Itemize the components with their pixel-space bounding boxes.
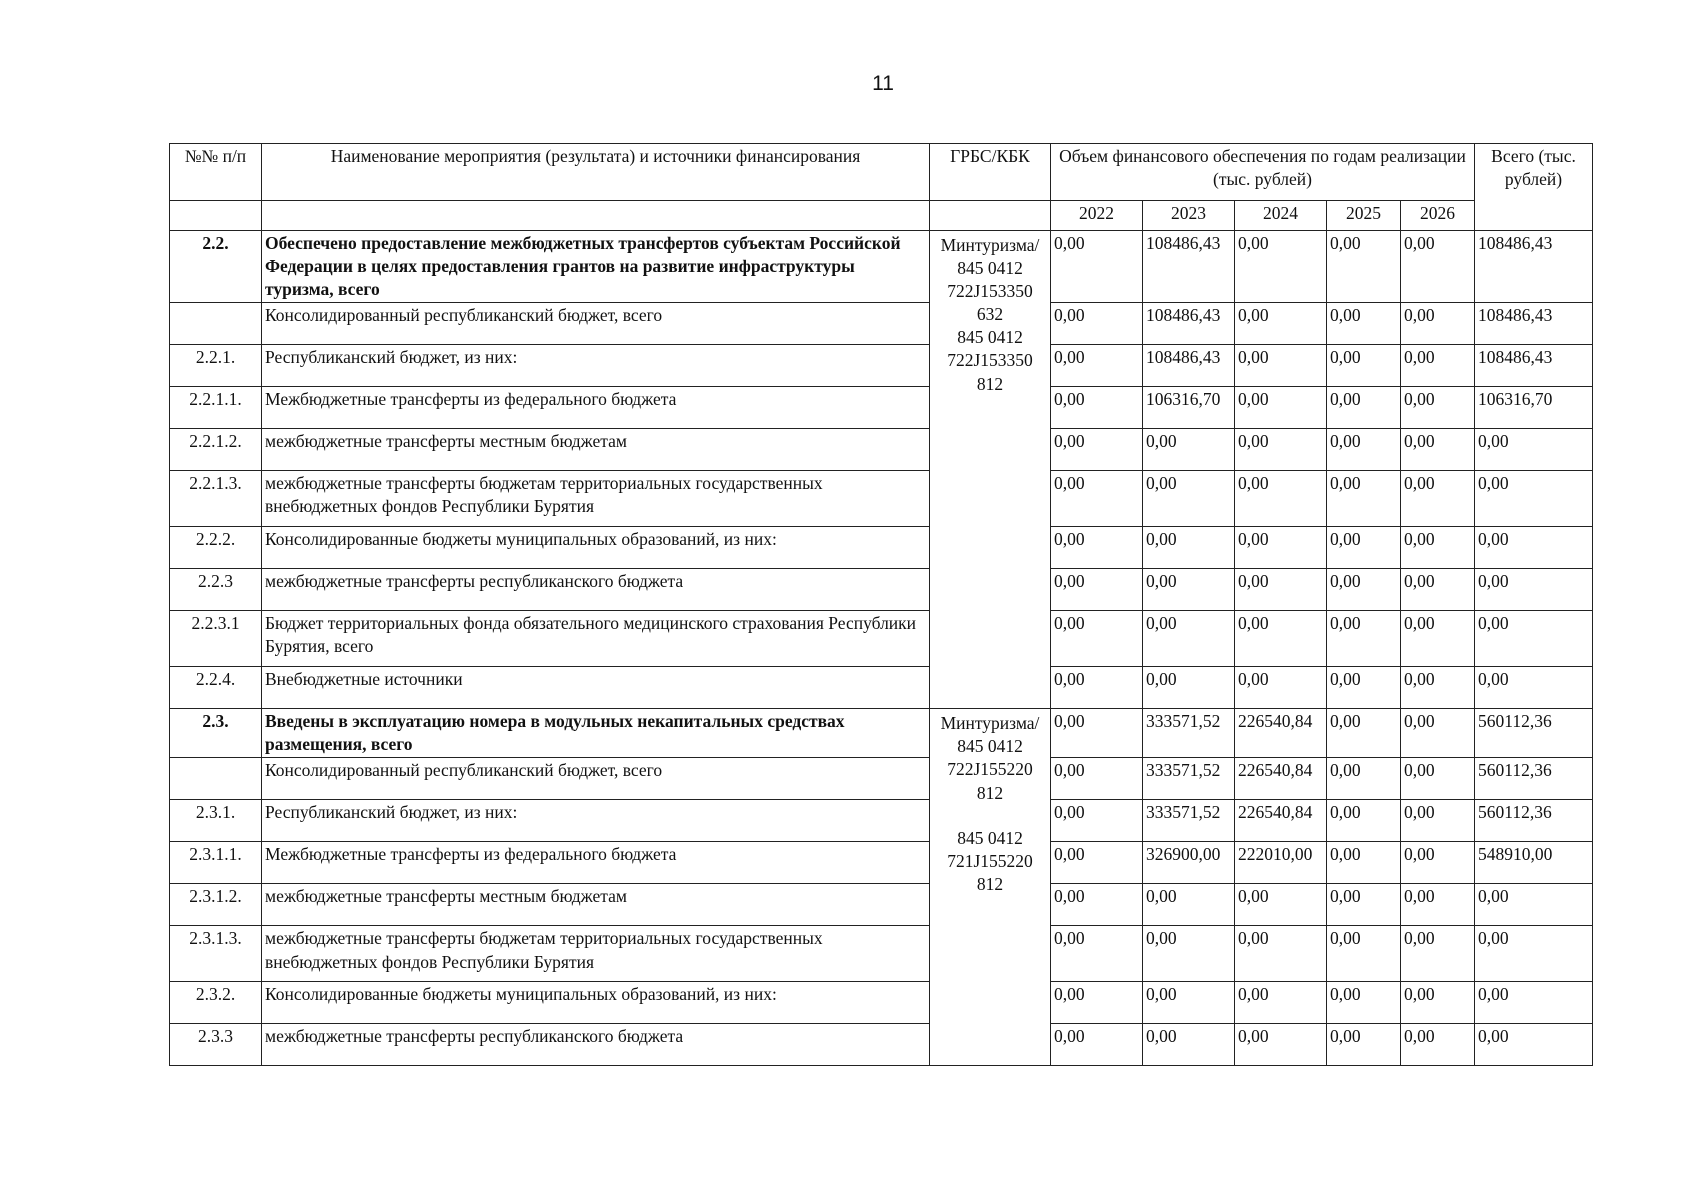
value-2022: 0,00 <box>1051 709 1143 758</box>
value-2025: 0,00 <box>1327 884 1401 926</box>
value-2025: 0,00 <box>1327 667 1401 709</box>
table-row <box>170 709 1593 758</box>
value-2023: 0,00 <box>1143 611 1235 667</box>
value-2023: 326900,00 <box>1143 842 1235 884</box>
grbs-gap <box>933 805 1047 827</box>
header-num-empty <box>170 201 262 231</box>
value-2025: 0,00 <box>1327 429 1401 471</box>
value-2024: 0,00 <box>1235 303 1327 345</box>
value-2024: 0,00 <box>1235 569 1327 611</box>
header-year-2026: 2026 <box>1401 201 1475 231</box>
value-2022: 0,00 <box>1051 527 1143 569</box>
header-name-empty <box>262 201 930 231</box>
value-2024: 0,00 <box>1235 387 1327 429</box>
page-number: 11 <box>872 72 894 95</box>
row-number: 2.3.1. <box>170 800 262 842</box>
value-2024: 0,00 <box>1235 429 1327 471</box>
table-row <box>170 345 1593 387</box>
value-2026: 0,00 <box>1401 303 1475 345</box>
value-2022: 0,00 <box>1051 667 1143 709</box>
row-name: Бюджет территориальных фонда обязательного медицинского страхования Республики Бурятия, всего <box>262 611 930 667</box>
value-2026: 0,00 <box>1401 667 1475 709</box>
header-grbs-empty <box>930 201 1051 231</box>
row-name: Консолидированный республиканский бюджет, всего <box>262 303 930 345</box>
row-number: 2.3.2. <box>170 982 262 1024</box>
row-name: межбюджетные трансферты местным бюджетам <box>262 429 930 471</box>
value-2022: 0,00 <box>1051 231 1143 303</box>
value-2026: 0,00 <box>1401 800 1475 842</box>
value-2024: 0,00 <box>1235 982 1327 1024</box>
value-total: 0,00 <box>1475 429 1593 471</box>
value-2026: 0,00 <box>1401 429 1475 471</box>
value-total: 0,00 <box>1475 926 1593 982</box>
value-2023: 333571,52 <box>1143 800 1235 842</box>
budget-table <box>169 143 1593 1066</box>
value-2026: 0,00 <box>1401 842 1475 884</box>
row-number: 2.2.1.3. <box>170 471 262 527</box>
row-name: межбюджетные трансферты бюджетам территориальных государственных внебюджетных фондов Республики Бурятия <box>262 926 930 982</box>
value-2025: 0,00 <box>1327 231 1401 303</box>
value-2022: 0,00 <box>1051 611 1143 667</box>
value-2022: 0,00 <box>1051 471 1143 527</box>
value-total: 108486,43 <box>1475 303 1593 345</box>
row-number: 2.2.2. <box>170 527 262 569</box>
value-2025: 0,00 <box>1327 611 1401 667</box>
table-row <box>170 387 1593 429</box>
value-total: 0,00 <box>1475 667 1593 709</box>
value-2023: 0,00 <box>1143 982 1235 1024</box>
table-row <box>170 231 1593 303</box>
row-number: 2.3. <box>170 709 262 758</box>
value-2024: 0,00 <box>1235 1024 1327 1066</box>
value-2026: 0,00 <box>1401 1024 1475 1066</box>
header-volume: Объем финансового обеспечения по годам реализации (тыс. рублей) <box>1051 144 1475 201</box>
value-2024: 0,00 <box>1235 667 1327 709</box>
value-2026: 0,00 <box>1401 387 1475 429</box>
value-total: 0,00 <box>1475 884 1593 926</box>
value-total: 0,00 <box>1475 569 1593 611</box>
value-2023: 333571,52 <box>1143 709 1235 758</box>
value-2023: 0,00 <box>1143 667 1235 709</box>
value-2026: 0,00 <box>1401 611 1475 667</box>
row-name: межбюджетные трансферты местным бюджетам <box>262 884 930 926</box>
value-2026: 0,00 <box>1401 709 1475 758</box>
table-row <box>170 926 1593 982</box>
value-2024: 0,00 <box>1235 231 1327 303</box>
row-name: межбюджетные трансферты республиканского бюджета <box>262 569 930 611</box>
value-2025: 0,00 <box>1327 527 1401 569</box>
row-number: 2.2.1.2. <box>170 429 262 471</box>
value-2026: 0,00 <box>1401 231 1475 303</box>
value-2025: 0,00 <box>1327 842 1401 884</box>
value-2026: 0,00 <box>1401 527 1475 569</box>
value-2026: 0,00 <box>1401 345 1475 387</box>
value-total: 0,00 <box>1475 471 1593 527</box>
row-name: Межбюджетные трансферты из федерального бюджета <box>262 842 930 884</box>
table-row <box>170 303 1593 345</box>
value-total: 0,00 <box>1475 527 1593 569</box>
row-number: 2.3.1.1. <box>170 842 262 884</box>
header-year-2024: 2024 <box>1235 201 1327 231</box>
value-2025: 0,00 <box>1327 800 1401 842</box>
row-number: 2.3.3 <box>170 1024 262 1066</box>
row-name: Внебюджетные источники <box>262 667 930 709</box>
value-2022: 0,00 <box>1051 345 1143 387</box>
value-2023: 333571,52 <box>1143 758 1235 800</box>
table-row <box>170 982 1593 1024</box>
grbs-cell <box>930 231 1051 709</box>
value-2022: 0,00 <box>1051 884 1143 926</box>
row-number: 2.2.1. <box>170 345 262 387</box>
grbs-code-top: Минтуризма/ 845 0412 722J153350 632 <box>940 235 1040 325</box>
header-year-2025: 2025 <box>1327 201 1401 231</box>
row-name: Межбюджетные трансферты из федерального бюджета <box>262 387 930 429</box>
grbs-code-top: Минтуризма/ 845 0412 722J155220 812 <box>940 713 1040 803</box>
header-num: №№ п/п <box>170 144 262 201</box>
value-total: 108486,43 <box>1475 345 1593 387</box>
table-row <box>170 884 1593 926</box>
row-name: Республиканский бюджет, из них: <box>262 800 930 842</box>
value-2023: 106316,70 <box>1143 387 1235 429</box>
table-row <box>170 1024 1593 1066</box>
value-2025: 0,00 <box>1327 758 1401 800</box>
value-2023: 0,00 <box>1143 884 1235 926</box>
value-2023: 0,00 <box>1143 569 1235 611</box>
value-2024: 0,00 <box>1235 527 1327 569</box>
value-total: 106316,70 <box>1475 387 1593 429</box>
value-total: 0,00 <box>1475 1024 1593 1066</box>
value-2022: 0,00 <box>1051 429 1143 471</box>
value-2024: 226540,84 <box>1235 800 1327 842</box>
row-name: Введены в эксплуатацию номера в модульных некапитальных средствах размещения, всего <box>262 709 930 758</box>
table-row <box>170 758 1593 800</box>
value-2025: 0,00 <box>1327 569 1401 611</box>
row-number: 2.3.1.3. <box>170 926 262 982</box>
grbs-cell <box>930 709 1051 1066</box>
row-name: Консолидированные бюджеты муниципальных образований, из них: <box>262 527 930 569</box>
value-2025: 0,00 <box>1327 345 1401 387</box>
grbs-code-bottom: 845 0412 721J155220 812 <box>947 827 1033 894</box>
value-2025: 0,00 <box>1327 387 1401 429</box>
table-row <box>170 527 1593 569</box>
value-2024: 0,00 <box>1235 345 1327 387</box>
value-2023: 0,00 <box>1143 527 1235 569</box>
table-row <box>170 800 1593 842</box>
row-number: 2.3.1.2. <box>170 884 262 926</box>
value-2026: 0,00 <box>1401 758 1475 800</box>
value-2024: 226540,84 <box>1235 758 1327 800</box>
grbs-code-bottom: 845 0412 722J153350 812 <box>947 327 1033 394</box>
header-total: Всего (тыс. рублей) <box>1475 144 1593 231</box>
value-2022: 0,00 <box>1051 982 1143 1024</box>
row-number: 2.2.4. <box>170 667 262 709</box>
value-total: 0,00 <box>1475 982 1593 1024</box>
value-2023: 108486,43 <box>1143 231 1235 303</box>
value-2022: 0,00 <box>1051 569 1143 611</box>
value-2022: 0,00 <box>1051 303 1143 345</box>
value-2023: 108486,43 <box>1143 303 1235 345</box>
value-2024: 0,00 <box>1235 884 1327 926</box>
value-total: 560112,36 <box>1475 758 1593 800</box>
value-2023: 108486,43 <box>1143 345 1235 387</box>
value-2024: 0,00 <box>1235 471 1327 527</box>
value-2022: 0,00 <box>1051 1024 1143 1066</box>
value-2024: 0,00 <box>1235 611 1327 667</box>
table-row <box>170 569 1593 611</box>
header-year-2023: 2023 <box>1143 201 1235 231</box>
row-number: 2.2.3.1 <box>170 611 262 667</box>
table-row <box>170 611 1593 667</box>
value-2025: 0,00 <box>1327 709 1401 758</box>
value-2023: 0,00 <box>1143 429 1235 471</box>
header-name: Наименование мероприятия (результата) и источники финансирования <box>262 144 930 201</box>
value-2022: 0,00 <box>1051 758 1143 800</box>
value-2025: 0,00 <box>1327 471 1401 527</box>
value-2024: 0,00 <box>1235 926 1327 982</box>
row-number <box>170 303 262 345</box>
value-2026: 0,00 <box>1401 569 1475 611</box>
row-name: Республиканский бюджет, из них: <box>262 345 930 387</box>
value-2026: 0,00 <box>1401 926 1475 982</box>
value-total: 108486,43 <box>1475 231 1593 303</box>
value-2022: 0,00 <box>1051 926 1143 982</box>
value-total: 560112,36 <box>1475 800 1593 842</box>
row-number: 2.2.3 <box>170 569 262 611</box>
value-2022: 0,00 <box>1051 387 1143 429</box>
table-row <box>170 429 1593 471</box>
row-name: межбюджетные трансферты бюджетам территориальных государственных внебюджетных фондов Республики Бурятия <box>262 471 930 527</box>
row-name: Обеспечено предоставление межбюджетных трансфертов субъектам Российской Федерации в целях предоставления грантов на развитие инфраструктуры туризма, всего <box>262 231 930 303</box>
value-2025: 0,00 <box>1327 1024 1401 1066</box>
value-2023: 0,00 <box>1143 926 1235 982</box>
row-number <box>170 758 262 800</box>
value-2025: 0,00 <box>1327 926 1401 982</box>
value-2023: 0,00 <box>1143 1024 1235 1066</box>
row-number: 2.2.1.1. <box>170 387 262 429</box>
value-2024: 226540,84 <box>1235 709 1327 758</box>
value-2022: 0,00 <box>1051 842 1143 884</box>
header-year-2022: 2022 <box>1051 201 1143 231</box>
header-grbs: ГРБС/КБК <box>930 144 1051 201</box>
value-total: 0,00 <box>1475 611 1593 667</box>
value-2026: 0,00 <box>1401 884 1475 926</box>
value-total: 560112,36 <box>1475 709 1593 758</box>
row-name: межбюджетные трансферты республиканского бюджета <box>262 1024 930 1066</box>
value-2024: 222010,00 <box>1235 842 1327 884</box>
table-row <box>170 842 1593 884</box>
value-2023: 0,00 <box>1143 471 1235 527</box>
value-2026: 0,00 <box>1401 982 1475 1024</box>
value-2022: 0,00 <box>1051 800 1143 842</box>
row-name: Консолидированные бюджеты муниципальных образований, из них: <box>262 982 930 1024</box>
table-row <box>170 471 1593 527</box>
value-total: 548910,00 <box>1475 842 1593 884</box>
value-2026: 0,00 <box>1401 471 1475 527</box>
row-number: 2.2. <box>170 231 262 303</box>
value-2025: 0,00 <box>1327 303 1401 345</box>
row-name: Консолидированный республиканский бюджет, всего <box>262 758 930 800</box>
value-2025: 0,00 <box>1327 982 1401 1024</box>
table-row <box>170 667 1593 709</box>
